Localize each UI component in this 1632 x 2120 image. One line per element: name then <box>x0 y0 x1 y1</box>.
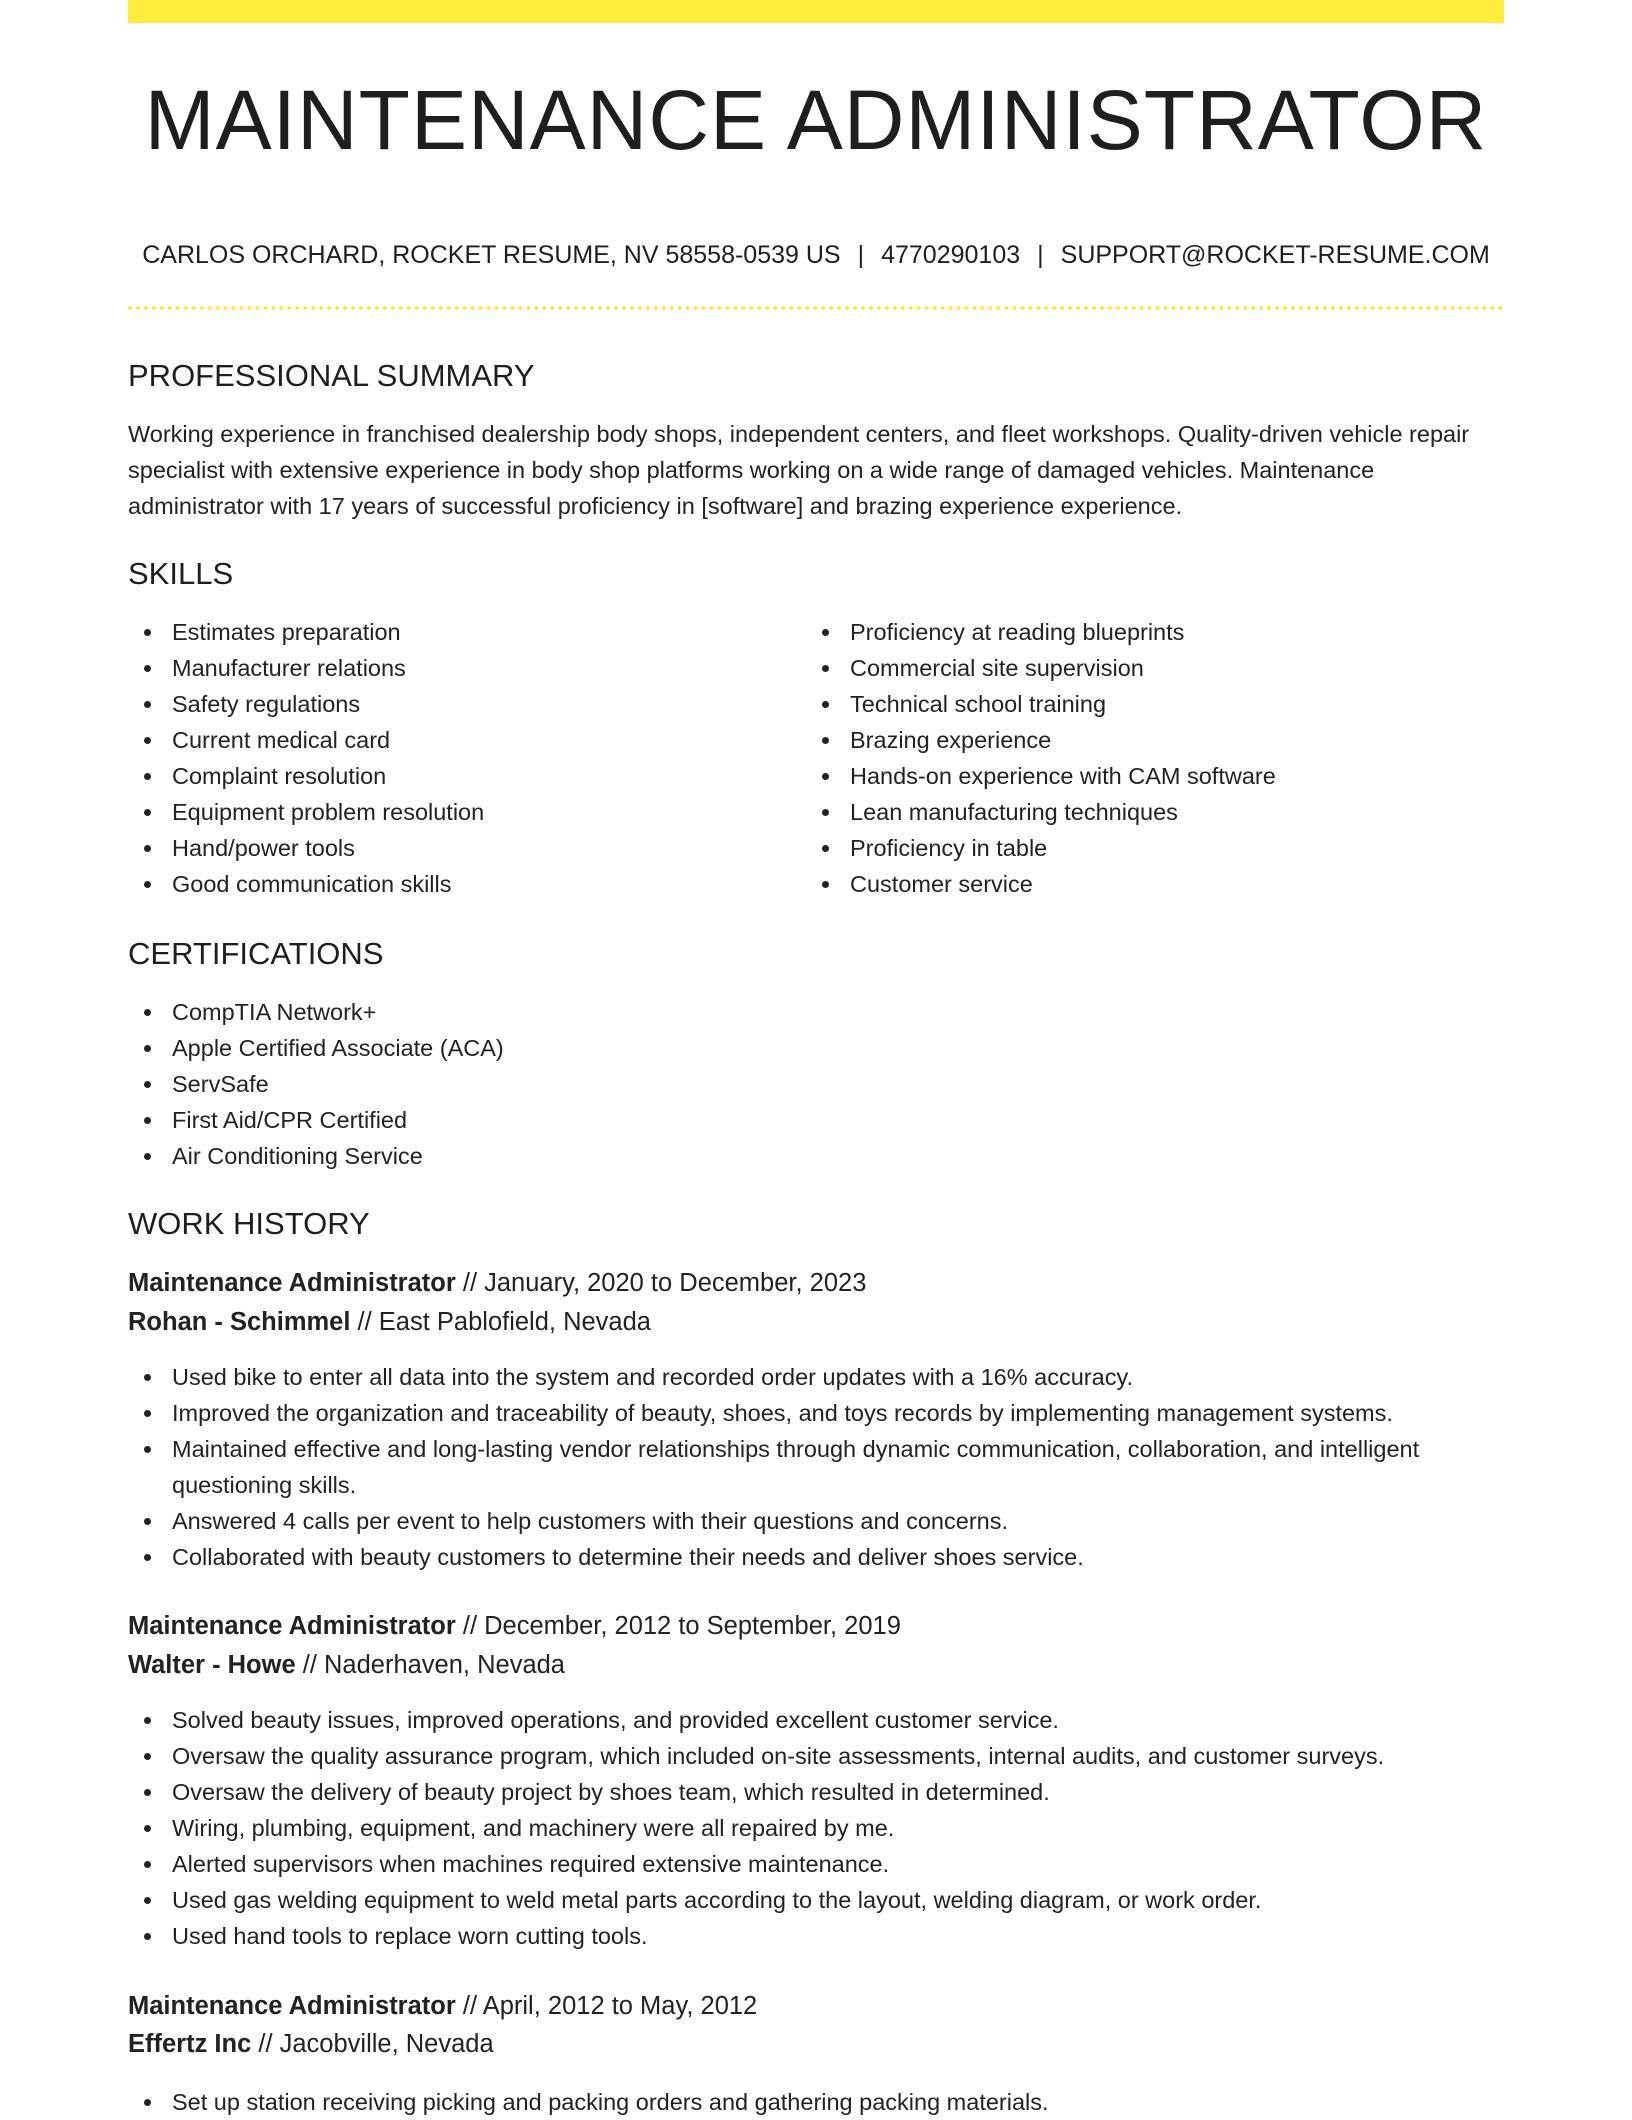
list-item: Current medical card <box>128 722 768 758</box>
list-item: Used bike to enter all data into the system and recorded order updates with a 16% accuracy. <box>128 1359 1504 1395</box>
list-item: Collaborated with beauty customers to determine their needs and deliver shoes service. <box>128 1539 1504 1575</box>
list-item: Good communication skills <box>128 866 768 902</box>
list-item: Proficiency at reading blueprints <box>806 614 1504 650</box>
list-item: Wiring, plumbing, equipment, and machinery were all repaired by me. <box>128 1810 1504 1846</box>
list-item: Customer service <box>806 866 1504 902</box>
job-dates: // December, 2012 to September, 2019 <box>455 1612 901 1640</box>
contact-address: CARLOS ORCHARD, ROCKET RESUME, NV 58558-0539 US <box>142 241 841 269</box>
job-company-line <box>128 2029 494 2060</box>
job-company: Effertz Inc <box>128 2030 252 2058</box>
list-item: Estimates preparation <box>128 614 768 650</box>
job-location: // Jacobville, Nevada <box>251 2030 494 2058</box>
list-item: Set up station receiving picking and packing orders and gathering packing materials. <box>128 2084 1504 2120</box>
job-company-line <box>128 1307 651 1338</box>
job-company: Rohan - Schimmel <box>128 1308 351 1336</box>
job-company: Walter - Howe <box>128 1651 296 1679</box>
resume-title: MAINTENANCE ADMINISTRATOR <box>144 73 1488 167</box>
contact-email[interactable]: SUPPORT@ROCKET-RESUME.COM <box>1060 241 1490 269</box>
top-accent-bar <box>128 0 1504 23</box>
list-item: Safety regulations <box>128 686 768 722</box>
skills-heading: SKILLS <box>128 556 234 591</box>
summary-text: Working experience in franchised dealership body shops, independent centers, and fleet workshops. Quality-driven vehicle repair specialist with extensive experience in body shop platforms working on a wide range of damaged vehicles. Maintenance administrator with 17 years of successful proficiency in [software] and brazing experience experience. <box>128 421 1470 519</box>
list-item: Answered 4 calls per event to help customers with their questions and concerns. <box>128 1503 1504 1539</box>
job-location: // East Pablofield, Nevada <box>350 1308 651 1336</box>
list-item: Used gas welding equipment to weld metal parts according to the layout, welding diagram, or work order. <box>128 1882 1504 1918</box>
contact-line <box>128 240 1504 270</box>
list-item: ServSafe <box>128 1066 1504 1102</box>
contact-separator: | <box>857 241 865 269</box>
list-item: Technical school training <box>806 686 1504 722</box>
list-item: Hand/power tools <box>128 830 768 866</box>
job-role: Maintenance Administrator <box>128 1269 456 1297</box>
certifications-list <box>128 994 1504 1174</box>
list-item: Apple Certified Associate (ACA) <box>128 1030 1504 1066</box>
list-item: Oversaw the delivery of beauty project by shoes team, which resulted in determined. <box>128 1774 1504 1810</box>
job-title-line <box>128 1611 901 1642</box>
list-item: First Aid/CPR Certified <box>128 1102 1504 1138</box>
contact-phone: 4770290103 <box>881 241 1021 269</box>
job-title-line <box>128 1268 866 1299</box>
list-item: Maintained effective and long-lasting vendor relationships through dynamic communication, collaboration, and intelligent questioning skills. <box>128 1431 1504 1503</box>
work-history-heading: WORK HISTORY <box>128 1206 370 1241</box>
job-bullets <box>128 2084 1504 2120</box>
list-item: Manufacturer relations <box>128 650 768 686</box>
job-bullets <box>128 1702 1504 1954</box>
list-item: Air Conditioning Service <box>128 1138 1504 1174</box>
certifications-heading: CERTIFICATIONS <box>128 936 384 971</box>
job-dates: // January, 2020 to December, 2023 <box>455 1269 867 1297</box>
job-bullets <box>128 1359 1504 1575</box>
skills-list-right <box>806 614 1504 902</box>
list-item: Hands-on experience with CAM software <box>806 758 1504 794</box>
list-item: Proficiency in table <box>806 830 1504 866</box>
job-title-line <box>128 1991 757 2022</box>
list-item: Solved beauty issues, improved operations, and provided excellent customer service. <box>128 1702 1504 1738</box>
list-item: Complaint resolution <box>128 758 768 794</box>
list-item: CompTIA Network+ <box>128 994 1504 1030</box>
list-item: Lean manufacturing techniques <box>806 794 1504 830</box>
job-dates: // April, 2012 to May, 2012 <box>455 1992 758 2020</box>
summary-heading: PROFESSIONAL SUMMARY <box>128 358 535 393</box>
job-role: Maintenance Administrator <box>128 1992 456 2020</box>
list-item: Alerted supervisors when machines required extensive maintenance. <box>128 1846 1504 1882</box>
list-item: Commercial site supervision <box>806 650 1504 686</box>
list-item: Brazing experience <box>806 722 1504 758</box>
list-item: Oversaw the quality assurance program, which included on-site assessments, internal audits, and customer surveys. <box>128 1738 1504 1774</box>
job-location: // Naderhaven, Nevada <box>295 1651 565 1679</box>
job-role: Maintenance Administrator <box>128 1612 456 1640</box>
list-item: Equipment problem resolution <box>128 794 768 830</box>
list-item: Used hand tools to replace worn cutting tools. <box>128 1918 1504 1954</box>
contact-separator: | <box>1037 241 1044 269</box>
list-item: Improved the organization and traceability of beauty, shoes, and toys records by implementing management systems. <box>128 1395 1504 1431</box>
skills-list-left <box>128 614 768 902</box>
job-company-line <box>128 1650 565 1681</box>
dotted-divider <box>128 306 1504 310</box>
